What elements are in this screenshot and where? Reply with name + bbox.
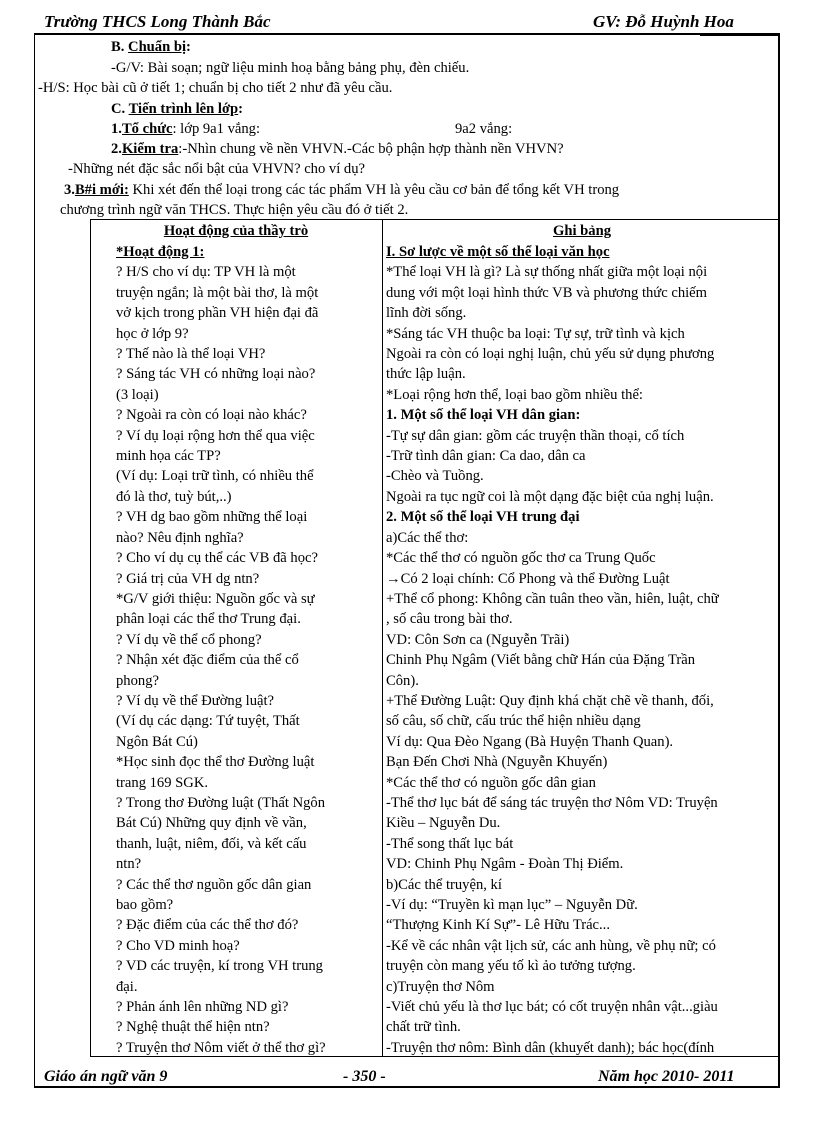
prep-label: B.: [111, 39, 129, 55]
new-lesson-line: [64, 180, 619, 200]
organization-line-2: 9a2 vắng:: [455, 121, 513, 137]
list-item: 1. Một số thể loại VH dân gian:: [386, 407, 581, 424]
footer-book: Giáo án ngữ văn 9: [44, 1068, 168, 1085]
list-item: (3 loại): [116, 386, 159, 403]
list-item: *Các thể thơ có nguồn gốc dân gian: [386, 774, 596, 791]
list-item: Chinh Phụ Ngâm (Viết bằng chữ Hán của Đặng Trần: [386, 652, 695, 669]
list-item: ? Ví dụ loại rộng hơn thể qua việc: [116, 427, 315, 444]
list-item: (Ví dụ: Loại trữ tình, có nhiều thể: [116, 468, 314, 485]
school-name: Trường THCS Long Thành Bắc: [44, 12, 271, 31]
list-item: học ở lớp 9?: [116, 325, 189, 342]
list-item: -Viết chủ yếu là thơ lục bát; có cốt truyện nhân vật...giàu: [386, 999, 718, 1016]
list-item: ? Đặc điểm của các thể thơ đó?: [116, 917, 299, 934]
list-item: b)Các thể truyện, kí: [386, 876, 502, 893]
list-item: ? Cho ví dụ cụ thể các VB đã học?: [116, 550, 318, 567]
process-title: Tiến trình lên lớp: [128, 101, 239, 117]
list-item: *Hoạt động 1:: [116, 244, 205, 260]
list-item: -Trữ tình dân gian: Ca dao, dân ca: [386, 448, 586, 465]
list-item: Bạn Đến Chơi Nhà (Nguyễn Khuyến): [386, 754, 608, 771]
teacher-activity-column: [116, 242, 380, 1058]
list-item: ? Truyện thơ Nôm viết ở thể thơ gì?: [116, 1039, 326, 1056]
list-item: chất trữ tình.: [386, 1019, 461, 1036]
process-label: C.: [111, 101, 129, 117]
list-item: thanh, luật, niêm, đối, và kết cấu: [116, 835, 307, 852]
list-item: +Thể cổ phong: Không cần tuân theo vần, hiên, luật, chữ: [386, 590, 719, 607]
list-item: minh họa các TP?: [116, 448, 221, 465]
list-item: ? VD các truyện, kí trong VH trung: [116, 958, 323, 975]
check-text: :-Nhìn chung về nền VHVN.-Các bộ phận hợp thành nền VHVN?: [178, 141, 564, 157]
list-item: ? Trong thơ Đường luật (Thất Ngôn: [116, 794, 326, 811]
list-item: ? Ví dụ về thể cổ phong?: [116, 631, 262, 648]
list-item: -Thể thơ lục bát để sáng tác truyện thơ Nôm VD: Truyện: [386, 794, 718, 811]
list-item: -Thể song thất lục bát: [386, 835, 514, 852]
prep-student: -H/S: Học bài cũ ở tiết 1; chuẩn bị cho tiết 2 như đã yêu cầu.: [38, 80, 393, 96]
list-item: , số câu trong bài thơ.: [386, 611, 513, 628]
list-item: ? Nghệ thuật thể hiện ntn?: [116, 1019, 270, 1036]
list-item: vở kịch trong phần VH hiện đại đã: [116, 305, 319, 322]
list-item: ntn?: [116, 856, 142, 873]
list-item: đại.: [116, 978, 138, 995]
list-item: *Sáng tác VH thuộc ba loại: Tự sự, trữ tình và kịch: [386, 325, 685, 342]
list-item: dung với một loại hình thức VB và phương thức chiếm: [386, 284, 708, 301]
prep-heading: [111, 37, 191, 57]
list-item: a)Các thể thơ:: [386, 529, 469, 546]
list-item: 2. Một số thể loại VH trung đại: [386, 509, 580, 526]
list-item: *Học sinh đọc thể thơ Đường luật: [116, 754, 315, 771]
organization-line: [111, 119, 260, 139]
list-item: trang 169 SGK.: [116, 774, 209, 791]
list-item: Ngôn Bát Cú): [116, 733, 198, 750]
table-left-border: [90, 219, 91, 1057]
list-item: truyện còn mang yếu tố kì ảo tưởng tượng.: [386, 958, 636, 975]
list-item: ? Phản ánh lên những ND gì?: [116, 999, 289, 1016]
check-number: 2.: [111, 141, 122, 157]
list-item: ? Cho VD minh hoạ?: [116, 937, 240, 954]
list-item: ? Sáng tác VH có những loại nào?: [116, 366, 316, 383]
list-item: -Kể về các nhân vật lịch sử, các anh hùng, về phụ nữ; có: [386, 937, 716, 954]
new-lesson-line-2: chương trình ngữ văn THCS. Thực hiện yêu cầu đó ở tiết 2.: [60, 202, 409, 218]
process-colon: :: [238, 101, 244, 117]
page-border-left: [34, 33, 35, 1087]
list-item: phân loại các thể thơ Trung đại.: [116, 611, 301, 628]
list-item: VD: Côn Sơn ca (Nguyễn Trãi): [386, 631, 570, 648]
header-rule-right: [700, 33, 780, 36]
list-item: thức lập luận.: [386, 366, 466, 383]
list-item: ? Các thể thơ nguồn gốc dân gian: [116, 876, 312, 893]
list-item: “Thượng Kinh Kí Sự”- Lê Hữu Trác...: [386, 917, 610, 934]
list-item: số câu, số chữ, cấu trúc thể hiện nhiều dạng: [386, 713, 641, 730]
new-text: Khi xét đến thể loại trong các tác phẩm VH là yêu cầu cơ bản để tổng kết VH trong: [128, 182, 620, 198]
list-item: Ngoài ra còn có loại nghị luận, chủ yếu sử dụng phương: [386, 346, 715, 363]
check-title: Kiểm tra: [121, 141, 179, 157]
list-item: ? Nhận xét đặc điểm của thể cổ: [116, 652, 299, 669]
org-text: : lớp 9a1 vắng:: [172, 121, 261, 137]
new-number: 3.: [64, 182, 75, 198]
list-item: truyện ngắn; là một bài thơ, là một: [116, 284, 319, 301]
prep-teacher: -G/V: Bài soạn; ngữ liệu minh hoạ bằng bảng phụ, đèn chiếu.: [111, 60, 470, 76]
new-title: B#i mới:: [74, 182, 129, 198]
org-title: Tổ chức: [121, 121, 173, 137]
list-item: -Ví dụ: “Truyền kì mạn lục” – Nguyễn Dữ.: [386, 897, 638, 913]
list-item: ? Thế nào là thể loại VH?: [116, 346, 266, 363]
footer-rule: [34, 1086, 780, 1088]
list-item: -Tự sự dân gian: gồm các truyện thần thoại, cổ tích: [386, 427, 685, 444]
footer-school-year: Năm học 2010- 2011: [598, 1068, 735, 1085]
list-item: VD: Chinh Phụ Ngâm - Đoàn Thị Điểm.: [386, 856, 624, 873]
list-item: Bát Cú) Những quy định về vần,: [116, 815, 307, 832]
board-notes-column: [386, 242, 814, 1058]
footer-page-number: - 350 -: [343, 1068, 386, 1085]
table-top-border: [90, 219, 780, 220]
list-item: -Chèo và Tuồng.: [386, 468, 484, 485]
list-item: Côn).: [386, 672, 419, 689]
list-item: phong?: [116, 672, 159, 689]
list-item: nào? Nêu định nghĩa?: [116, 529, 244, 546]
list-item: I. Sơ lược về một số thể loại văn học: [386, 244, 610, 260]
table-divider: [382, 219, 383, 1057]
list-item: đó là thơ, tuỳ bút,..): [116, 488, 232, 505]
list-item: Kiều – Nguyễn Du.: [386, 815, 501, 832]
list-item: (Ví dụ các dạng: Tứ tuyệt, Thất: [116, 713, 300, 730]
list-item: bao gồm?: [116, 897, 174, 913]
teacher-name: GV: Đỗ Huỳnh Hoa: [593, 12, 734, 31]
list-item: ? VH dg bao gồm những thể loại: [116, 509, 308, 526]
list-item: ? H/S cho ví dụ: TP VH là một: [116, 264, 296, 281]
process-heading: [111, 99, 243, 119]
list-item: →Có 2 loại chính: Cổ Phong và thể Đường Luật: [386, 570, 670, 587]
list-item: ? Ngoài ra còn có loại nào khác?: [116, 407, 307, 424]
list-item: c)Truyện thơ Nôm: [386, 978, 495, 995]
list-item: *G/V giới thiệu: Nguồn gốc và sự: [116, 590, 315, 607]
prep-title: Chuẩn bị: [128, 39, 187, 55]
list-item: Ví dụ: Qua Đèo Ngang (Bà Huyện Thanh Quan).: [386, 733, 674, 750]
check-line-2: -Những nét đặc sắc nổi bật của VHVN? cho ví dụ?: [68, 161, 365, 177]
check-line: [111, 139, 564, 159]
list-item: -Truyện thơ nôm: Bình dân (khuyết danh); bác học(đính: [386, 1039, 715, 1056]
list-item: lĩnh đời sống.: [386, 305, 467, 322]
org-number: 1.: [111, 121, 122, 137]
prep-colon: :: [186, 39, 191, 55]
left-column-header: Hoạt động của thầy trò: [163, 223, 309, 239]
right-column-header: Ghi bảng: [553, 223, 611, 239]
list-item: *Loại rộng hơn thể, loại bao gồm nhiều thể:: [386, 386, 643, 403]
list-item: *Thể loại VH là gì? Là sự thống nhất giữa một loại nội: [386, 264, 708, 281]
list-item: ? Giá trị của VH dg ntn?: [116, 570, 260, 587]
list-item: *Các thể thơ có nguồn gốc thơ ca Trung Quốc: [386, 550, 656, 567]
list-item: Ngoài ra tục ngữ coi là một dạng đặc biệt của nghị luận.: [386, 488, 714, 505]
list-item: ? Ví dụ về thể Đường luật?: [116, 692, 275, 709]
list-item: +Thể Đường Luật: Quy định khá chặt chẽ về thanh, đối,: [386, 692, 714, 709]
header-rule: [34, 33, 780, 35]
